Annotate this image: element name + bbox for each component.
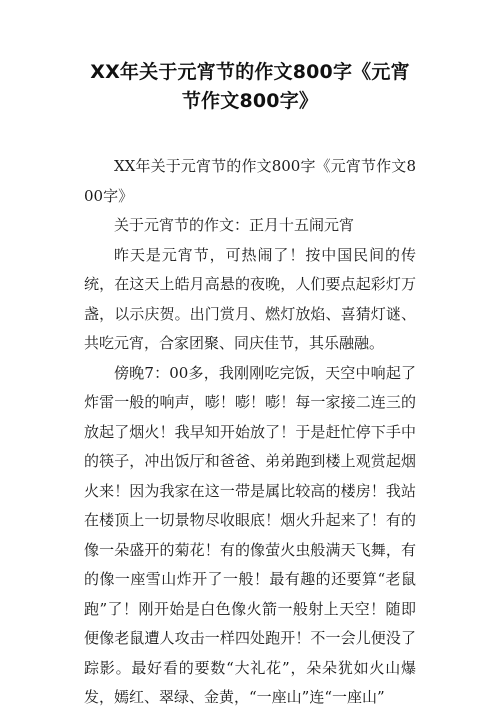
- paragraph-intro: 昨天是元宵节，可热闹了！按中国民间的传统，在这天上皓月高悬的夜晚，人们要点起彩灯万盏，以示庆贺。出门赏月、燃灯放焰、喜猜灯谜、共吃元宵，合家团聚、同庆佳节，其乐融融。: [84, 245, 416, 352]
- document-body: [84, 152, 416, 713]
- paragraph-heading: 关于元宵节的作文：正月十五闹元宵: [114, 216, 355, 234]
- document-title: XX年关于元宵节的作文800字《元宵节作文800字》: [90, 61, 410, 112]
- paragraph-fireworks: 傍晚7：00多，我刚刚吃完饭，天空中响起了炸雷一般的响声，嘭！嘭！嘭！每一家接二连三的放起了烟火！我早知开始放了！于是赶忙停下手中的筷子，冲出饭厅和爸爸、弟弟跑到楼上观赏起烟火来！因为我家在这一带是属比较高的楼房！我站在楼顶上一切景物尽收眼底！烟火升起来了！有的像一朵盛开的菊花！有的像萤火虫般满天飞舞，有的像一座雪山炸开了一般！最有趣的还要算“老鼠跑”了！刚开始是白色像火箭一般射上天空！随即便像老鼠遭人攻击一样四处跑开！不一会儿便没了踪影。最好看的要数“大礼花”，朵朵犹如火山爆发，嫣红、翠绿、金黄，“一座山”连“一座山”: [84, 363, 416, 706]
- paragraph-subtitle: XX年关于元宵节的作文800字《元宵节作文800字》: [84, 157, 416, 205]
